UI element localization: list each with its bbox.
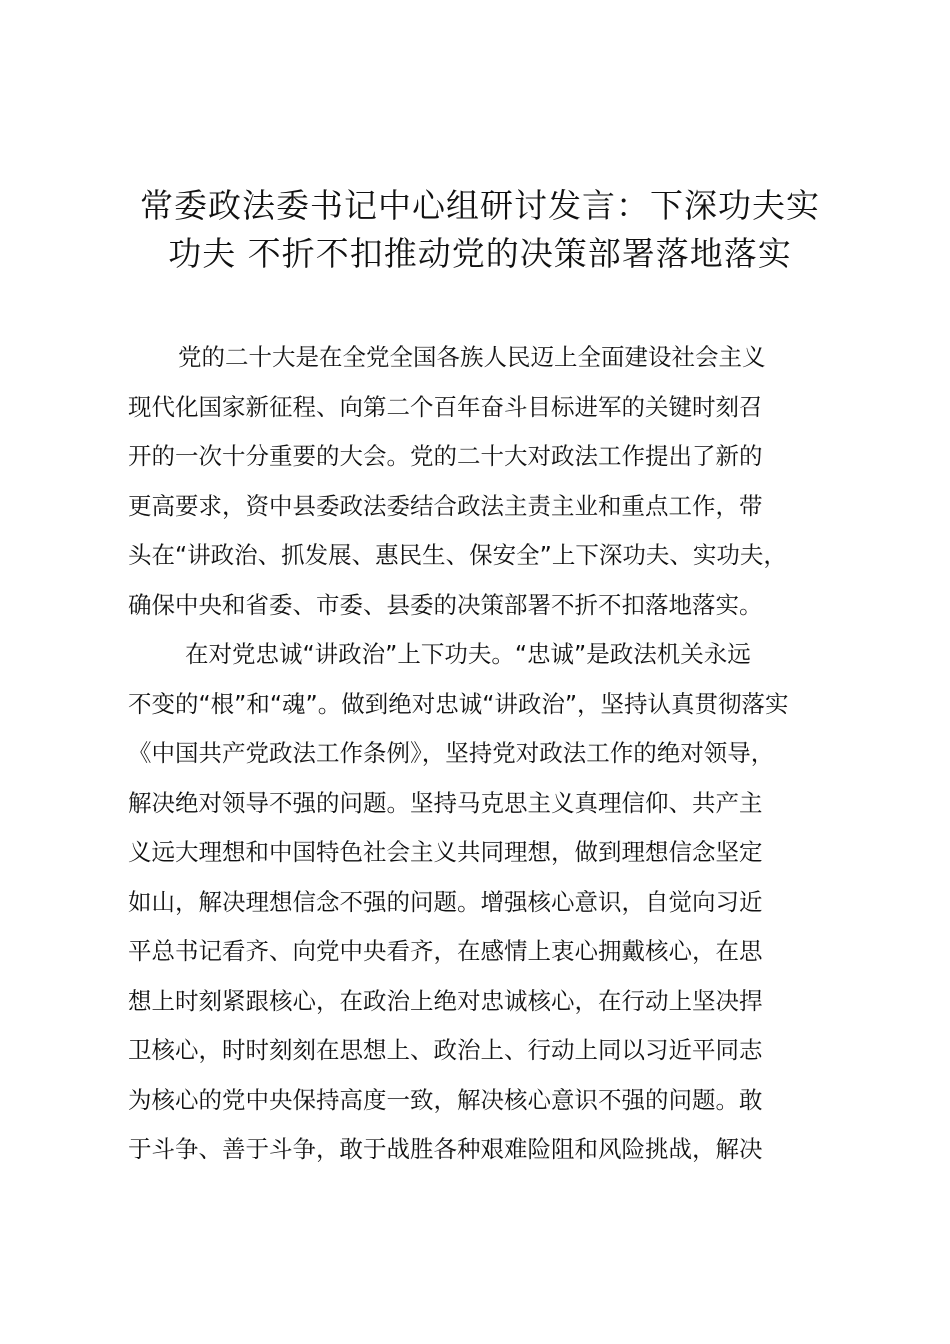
paragraph-line: 更高要求，资中县委政法委结合政法主责主业和重点工作，带 bbox=[128, 491, 763, 520]
paragraph-line: 卫核心，时时刻刻在思想上、政治上、行动上同以习近平同志 bbox=[128, 1036, 763, 1064]
paragraph-line: 为核心的党中央保持高度一致，解决核心意识不强的问题。敢 bbox=[128, 1085, 763, 1114]
paragraph-line: 解决绝对领导不强的问题。坚持马克思主义真理信仰、共产主 bbox=[128, 788, 763, 817]
paragraph-line: 头在“讲政治、抓发展、惠民生、保安全”上下深功夫、实功夫， bbox=[128, 541, 787, 569]
paragraph-line: 义远大理想和中国特色社会主义共同理想，做到理想信念坚定 bbox=[128, 838, 763, 866]
paragraph-line: 开的一次十分重要的大会。党的二十大对政法工作提出了新的 bbox=[128, 442, 763, 470]
title-line-1: 常委政法委书记中心组研讨发言：下深功夫实 bbox=[140, 186, 820, 225]
paragraph-line: 平总书记看齐、向党中央看齐，在感情上衷心拥戴核心，在思 bbox=[128, 937, 763, 965]
paragraph-line: 不变的“根”和“魂”。做到绝对忠诚“讲政治”，坚持认真贯彻落实 bbox=[128, 689, 789, 718]
paragraph-line: 在对党忠诚“讲政治”上下功夫。“忠诚”是政法机关永远 bbox=[185, 640, 751, 668]
paragraph-line: 想上时刻紧跟核心，在政治上绝对忠诚核心，在行动上坚决捍 bbox=[128, 986, 763, 1015]
paragraph-line: 《中国共产党政法工作条例》，坚持党对政法工作的绝对领导， bbox=[128, 739, 775, 767]
paragraph-line: 党的二十大是在全党全国各族人民迈上全面建设社会主义 bbox=[178, 343, 766, 371]
paragraph-line: 现代化国家新征程、向第二个百年奋斗目标进军的关键时刻召 bbox=[128, 392, 763, 421]
title-line-2: 功夫 不折不扣推动党的决策部署落地落实 bbox=[168, 234, 792, 273]
paragraph-line: 于斗争、善于斗争，敢于战胜各种艰难险阻和风险挑战，解决 bbox=[128, 1135, 763, 1163]
document-body bbox=[128, 333, 838, 1175]
paragraph-1 bbox=[128, 333, 838, 630]
paragraph-line: 如山，解决理想信念不强的问题。增强核心意识，自觉向习近 bbox=[128, 887, 763, 916]
paragraph-2 bbox=[128, 630, 838, 1175]
document-title bbox=[100, 182, 860, 278]
paragraph-line: 确保中央和省委、市委、县委的决策部署不折不扣落地落实。 bbox=[128, 590, 763, 619]
